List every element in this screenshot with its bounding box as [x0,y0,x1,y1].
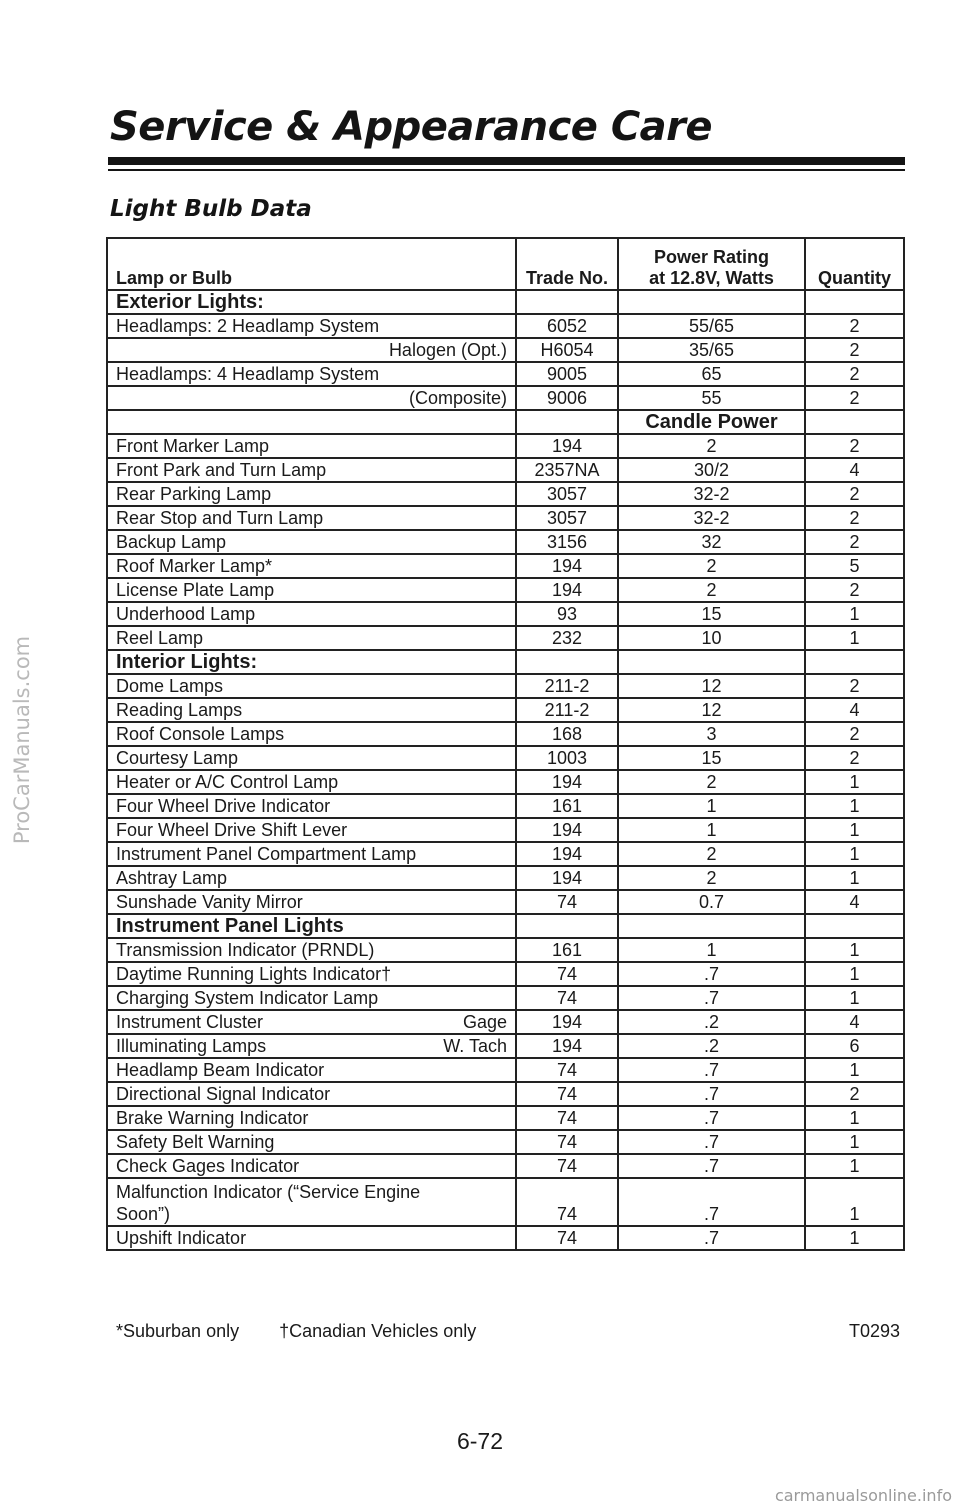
trade-cell: 161 [516,938,618,962]
qty-cell: 4 [805,890,904,914]
trade-cell: 74 [516,1058,618,1082]
qty-cell: 2 [805,314,904,338]
footnote-suburban: *Suburban only [116,1321,240,1341]
lamp-cell: Rear Stop and Turn Lamp [107,506,516,530]
lamp-cell [107,1034,516,1058]
empty-cell [618,650,805,674]
table-row [107,554,904,578]
empty-cell [805,914,904,938]
trade-cell: 74 [516,1106,618,1130]
power-cell: 15 [618,602,805,626]
trade-cell: 74 [516,1178,618,1226]
section-heading-exterior: Exterior Lights: [107,290,516,314]
power-cell: 55/65 [618,314,805,338]
candle-power-row [107,410,904,434]
lamp-cell: Four Wheel Drive Indicator [107,794,516,818]
trade-cell: 161 [516,794,618,818]
power-cell: .7 [618,962,805,986]
table-row [107,578,904,602]
watermark-text: ProCarManuals.com [10,635,35,845]
empty-cell [805,650,904,674]
trade-cell: 194 [516,818,618,842]
empty-cell [805,410,904,434]
qty-cell: 2 [805,722,904,746]
qty-cell: 1 [805,1154,904,1178]
lamp-cell: Brake Warning Indicator [107,1106,516,1130]
power-cell: 2 [618,554,805,578]
trade-cell: 194 [516,434,618,458]
table-row [107,602,904,626]
empty-cell [107,410,516,434]
power-cell: 32-2 [618,506,805,530]
power-cell: 2 [618,770,805,794]
lamp-cell: Sunshade Vanity Mirror [107,890,516,914]
qty-cell: 1 [805,602,904,626]
power-cell: 2 [618,842,805,866]
qty-cell: 1 [805,770,904,794]
lamp-cell [107,1178,516,1226]
qty-cell: 1 [805,1178,904,1226]
lamp-cell: Transmission Indicator (PRNDL) [107,938,516,962]
lamp-cell: Halogen (Opt.) [107,338,516,362]
power-cell: 2 [618,578,805,602]
power-cell: .7 [618,1106,805,1130]
table-row [107,890,904,914]
qty-cell: 1 [805,818,904,842]
empty-cell [618,914,805,938]
cluster-row-gage [107,1010,904,1034]
table-row [107,362,904,386]
qty-cell: 1 [805,986,904,1010]
power-cell: .2 [618,1010,805,1034]
table-row [107,1106,904,1130]
title-rule-thick [108,157,905,165]
power-cell: .2 [618,1034,805,1058]
table-row [107,938,904,962]
qty-cell: 1 [805,962,904,986]
table-row [107,722,904,746]
table-header-row [107,238,904,290]
qty-cell: 4 [805,1010,904,1034]
light-bulb-table [106,237,905,1251]
qty-cell: 2 [805,386,904,410]
section-heading-instrument: Instrument Panel Lights [107,914,516,938]
lamp-cell: Roof Console Lamps [107,722,516,746]
trade-cell: 2357NA [516,458,618,482]
lamp-cell: Headlamps: 4 Headlamp System [107,362,516,386]
table-row [107,746,904,770]
power-cell: 55 [618,386,805,410]
trade-cell: 74 [516,890,618,914]
lamp-cell: Ashtray Lamp [107,866,516,890]
trade-cell: 3057 [516,506,618,530]
trade-cell: 194 [516,866,618,890]
header-qty: Quantity [805,238,904,290]
trade-cell: 194 [516,770,618,794]
power-cell: 30/2 [618,458,805,482]
lamp-cell: Headlamps: 2 Headlamp System [107,314,516,338]
table-row [107,1226,904,1250]
lamp-cell: Dome Lamps [107,674,516,698]
trade-cell: 194 [516,842,618,866]
power-cell: .7 [618,1226,805,1250]
header-power-line1: Power Rating [653,247,769,267]
empty-cell [516,914,618,938]
page-number: 6-72 [456,1428,504,1454]
trade-cell: 74 [516,1154,618,1178]
table-row [107,674,904,698]
power-cell: 35/65 [618,338,805,362]
qty-cell: 4 [805,698,904,722]
trade-cell: 74 [516,1130,618,1154]
table-row [107,818,904,842]
table-row [107,1082,904,1106]
empty-cell [516,290,618,314]
qty-cell: 2 [805,482,904,506]
section-row-interior [107,650,904,674]
trade-cell: 168 [516,722,618,746]
footnotes [116,1321,900,1342]
footer-url: carmanualsonline.info [774,1486,952,1505]
power-cell: .7 [618,986,805,1010]
empty-cell [805,290,904,314]
table-row [107,1130,904,1154]
qty-cell: 1 [805,842,904,866]
section-title: Light Bulb Data [110,196,312,222]
qty-cell: 2 [805,338,904,362]
trade-cell: 74 [516,1082,618,1106]
power-cell: 12 [618,698,805,722]
footnote-canadian: †Canadian Vehicles only [279,1321,477,1341]
table-code: T0293 [848,1321,900,1341]
header-lamp: Lamp or Bulb [107,238,516,290]
power-cell: 1 [618,794,805,818]
table-row [107,482,904,506]
qty-cell: 6 [805,1034,904,1058]
lamp-cell: Rear Parking Lamp [107,482,516,506]
table-row [107,698,904,722]
trade-cell: 194 [516,554,618,578]
qty-cell: 4 [805,458,904,482]
power-cell: 1 [618,818,805,842]
trade-cell: 3057 [516,482,618,506]
trade-cell: 232 [516,626,618,650]
trade-cell: 1003 [516,746,618,770]
table-row [107,986,904,1010]
power-cell: 12 [618,674,805,698]
qty-cell: 2 [805,746,904,770]
qty-cell: 1 [805,626,904,650]
qty-cell: 2 [805,674,904,698]
lamp-cell: Safety Belt Warning [107,1130,516,1154]
lamp-cell: Courtesy Lamp [107,746,516,770]
lamp-cell: Check Gages Indicator [107,1154,516,1178]
table-row [107,434,904,458]
table-row [107,458,904,482]
power-cell: 1 [618,938,805,962]
table-body [107,238,904,1250]
section-heading-interior: Interior Lights: [107,650,516,674]
table-row [107,770,904,794]
qty-cell: 1 [805,938,904,962]
table-row [107,1154,904,1178]
qty-cell: 2 [805,530,904,554]
lamp-cell: Charging System Indicator Lamp [107,986,516,1010]
section-row-exterior [107,290,904,314]
table-row [107,386,904,410]
power-cell: .7 [618,1058,805,1082]
cluster-label-1: Instrument Cluster [116,1012,264,1032]
power-cell: 0.7 [618,890,805,914]
power-cell: 2 [618,434,805,458]
section-row-instrument [107,914,904,938]
qty-cell: 1 [805,1058,904,1082]
cluster-line1 [116,1011,507,1033]
trade-cell: 74 [516,986,618,1010]
header-trade: Trade No. [516,238,618,290]
table-row [107,506,904,530]
power-cell: 15 [618,746,805,770]
table-row [107,1058,904,1082]
empty-cell [516,650,618,674]
empty-cell [516,410,618,434]
trade-cell: 9006 [516,386,618,410]
page-title: Service & Appearance Care [110,104,713,150]
trade-cell: H6054 [516,338,618,362]
power-cell: 3 [618,722,805,746]
trade-cell: 74 [516,1226,618,1250]
qty-cell: 2 [805,578,904,602]
lamp-cell: Backup Lamp [107,530,516,554]
qty-cell: 1 [805,1226,904,1250]
table-row [107,338,904,362]
lamp-cell: Reel Lamp [107,626,516,650]
malfunction-line2: Soon”) [116,1204,171,1224]
table-row [107,962,904,986]
trade-cell: 9005 [516,362,618,386]
trade-cell: 194 [516,578,618,602]
power-cell: .7 [618,1154,805,1178]
lamp-cell: Front Marker Lamp [107,434,516,458]
table-row [107,626,904,650]
table-row [107,842,904,866]
qty-cell: 2 [805,434,904,458]
trade-cell: 194 [516,1010,618,1034]
qty-cell: 5 [805,554,904,578]
power-cell: 65 [618,362,805,386]
lamp-cell: Front Park and Turn Lamp [107,458,516,482]
cluster-row-tach [107,1034,904,1058]
lamp-cell: Heater or A/C Control Lamp [107,770,516,794]
power-cell: 32 [618,530,805,554]
header-power [618,238,805,290]
lamp-cell: (Composite) [107,386,516,410]
trade-cell: 6052 [516,314,618,338]
qty-cell: 1 [805,866,904,890]
lamp-cell: Reading Lamps [107,698,516,722]
trade-cell: 194 [516,1034,618,1058]
header-power-line2: at 12.8V, Watts [649,268,774,288]
qty-cell: 2 [805,506,904,530]
malfunction-row [107,1178,904,1226]
qty-cell: 1 [805,1106,904,1130]
table-row [107,866,904,890]
lamp-cell: License Plate Lamp [107,578,516,602]
cluster-label-2: Illuminating Lamps [116,1036,267,1056]
power-cell: 2 [618,866,805,890]
empty-cell [618,290,805,314]
lamp-cell: Upshift Indicator [107,1226,516,1250]
qty-cell: 2 [805,1082,904,1106]
lamp-cell [107,1010,516,1034]
qty-cell: 1 [805,794,904,818]
power-cell: .7 [618,1178,805,1226]
title-rule-thin [108,169,905,171]
cluster-variant-gage: Gage [462,1012,507,1032]
power-cell: 32-2 [618,482,805,506]
lamp-cell: Headlamp Beam Indicator [107,1058,516,1082]
trade-cell: 211-2 [516,674,618,698]
lamp-cell: Instrument Panel Compartment Lamp [107,842,516,866]
trade-cell: 211-2 [516,698,618,722]
lamp-cell: Daytime Running Lights Indicator† [107,962,516,986]
cluster-variant-tach: W. Tach [443,1036,507,1056]
table-row [107,794,904,818]
watermark [2,590,42,890]
candle-power-label: Candle Power [618,410,805,434]
table-row [107,530,904,554]
cluster-line2 [116,1035,507,1057]
power-cell: .7 [618,1082,805,1106]
power-cell: 10 [618,626,805,650]
malfunction-line1: Malfunction Indicator (“Service Engine [116,1182,421,1202]
trade-cell: 93 [516,602,618,626]
qty-cell: 1 [805,1130,904,1154]
lamp-cell: Underhood Lamp [107,602,516,626]
power-cell: .7 [618,1130,805,1154]
trade-cell: 3156 [516,530,618,554]
qty-cell: 2 [805,362,904,386]
table-row [107,314,904,338]
lamp-cell: Four Wheel Drive Shift Lever [107,818,516,842]
lamp-cell: Directional Signal Indicator [107,1082,516,1106]
lamp-cell: Roof Marker Lamp* [107,554,516,578]
trade-cell: 74 [516,962,618,986]
